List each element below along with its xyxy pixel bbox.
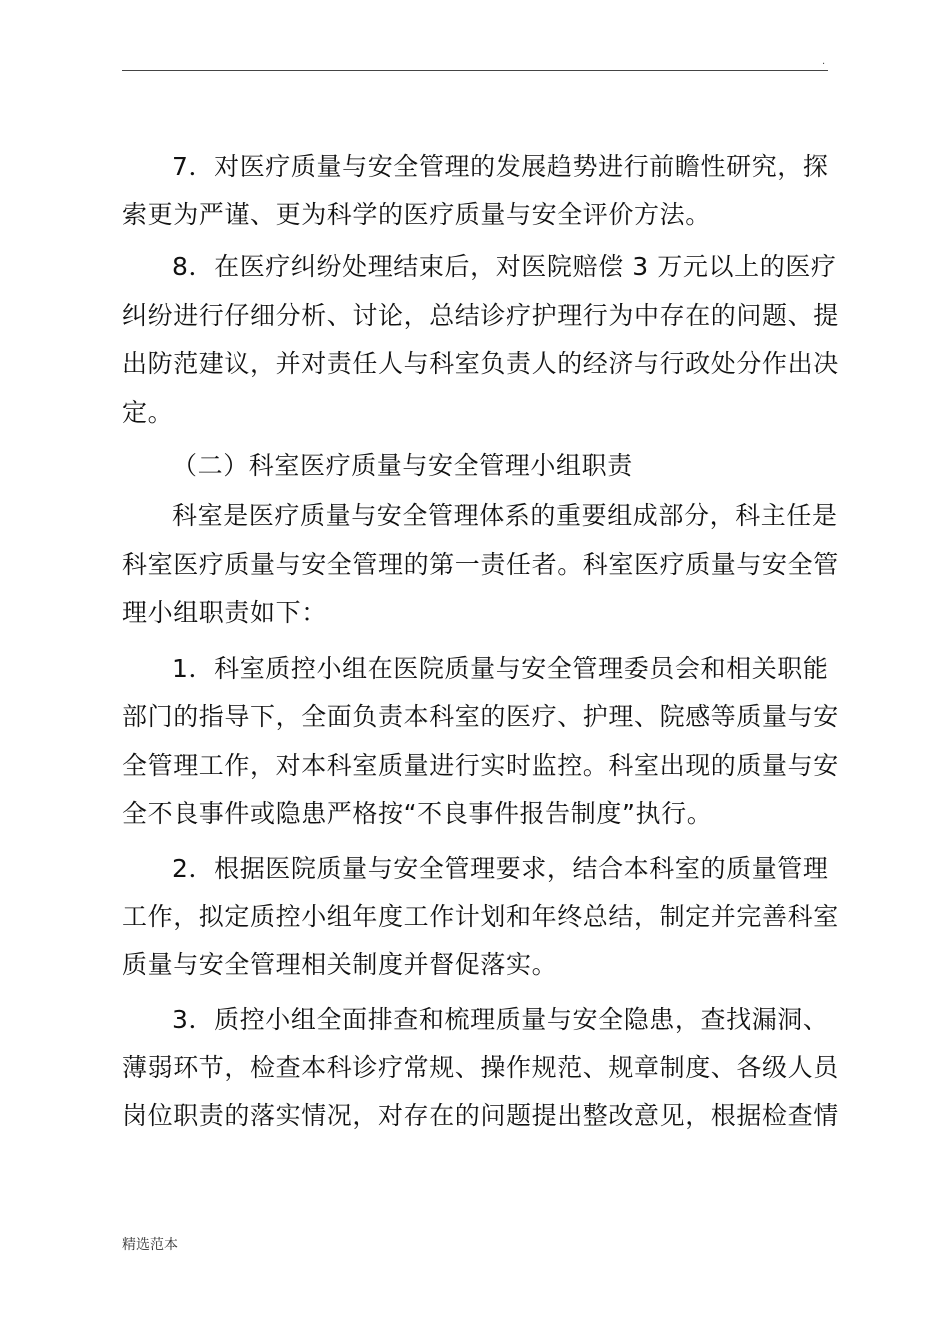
paragraph-8-line-1: 8．在医疗纠纷处理结束后，对医院赔偿 3 万元以上的医疗 <box>172 252 837 281</box>
intro-line-3: 理小组职责如下： <box>122 598 327 627</box>
section-heading: （二）科室医疗质量与安全管理小组职责 <box>172 451 633 480</box>
intro-line-2: 科室医疗质量与安全管理的第一责任者。科室医疗质量与安全管 <box>122 550 839 579</box>
item-1-line-4: 全不良事件或隐患严格按“不良事件报告制度”执行。 <box>122 799 713 828</box>
header-mark: . <box>822 56 826 67</box>
header-rule <box>122 70 828 71</box>
paragraph-8-line-2: 纠纷进行仔细分析、讨论，总结诊疗护理行为中存在的问题、提 <box>122 301 839 330</box>
intro-line-1: 科室是医疗质量与安全管理体系的重要组成部分，科主任是 <box>172 501 838 530</box>
item-2-line-3: 质量与安全管理相关制度并督促落实。 <box>122 950 558 979</box>
item-3-line-1: 3．质控小组全面排查和梳理质量与安全隐患，查找漏洞、 <box>172 1005 829 1034</box>
item-2-line-2: 工作，拟定质控小组年度工作计划和年终总结，制定并完善科室 <box>122 902 839 931</box>
item-3-line-3: 岗位职责的落实情况，对存在的问题提出整改意见，根据检查情 <box>122 1101 839 1130</box>
paragraph-7-line-2: 索更为严谨、更为科学的医疗质量与安全评价方法。 <box>122 200 711 229</box>
item-1-line-1: 1．科室质控小组在医院质量与安全管理委员会和相关职能 <box>172 654 829 683</box>
item-3-line-2: 薄弱环节，检查本科诊疗常规、操作规范、规章制度、各级人员 <box>122 1053 839 1082</box>
item-1-line-3: 全管理工作，对本科室质量进行实时监控。科室出现的质量与安 <box>122 751 839 780</box>
paragraph-7-line-1: 7．对医疗质量与安全管理的发展趋势进行前瞻性研究，探 <box>172 152 829 181</box>
item-1-line-2: 部门的指导下，全面负责本科室的医疗、护理、院感等质量与安 <box>122 702 839 731</box>
item-2-line-1: 2．根据医院质量与安全管理要求，结合本科室的质量管理 <box>172 854 829 883</box>
paragraph-8-line-4: 定。 <box>122 398 174 427</box>
paragraph-8-line-3: 出防范建议，并对责任人与科室负责人的经济与行政处分作出决 <box>122 349 839 378</box>
footer-label: 精选范本 <box>122 1237 178 1253</box>
